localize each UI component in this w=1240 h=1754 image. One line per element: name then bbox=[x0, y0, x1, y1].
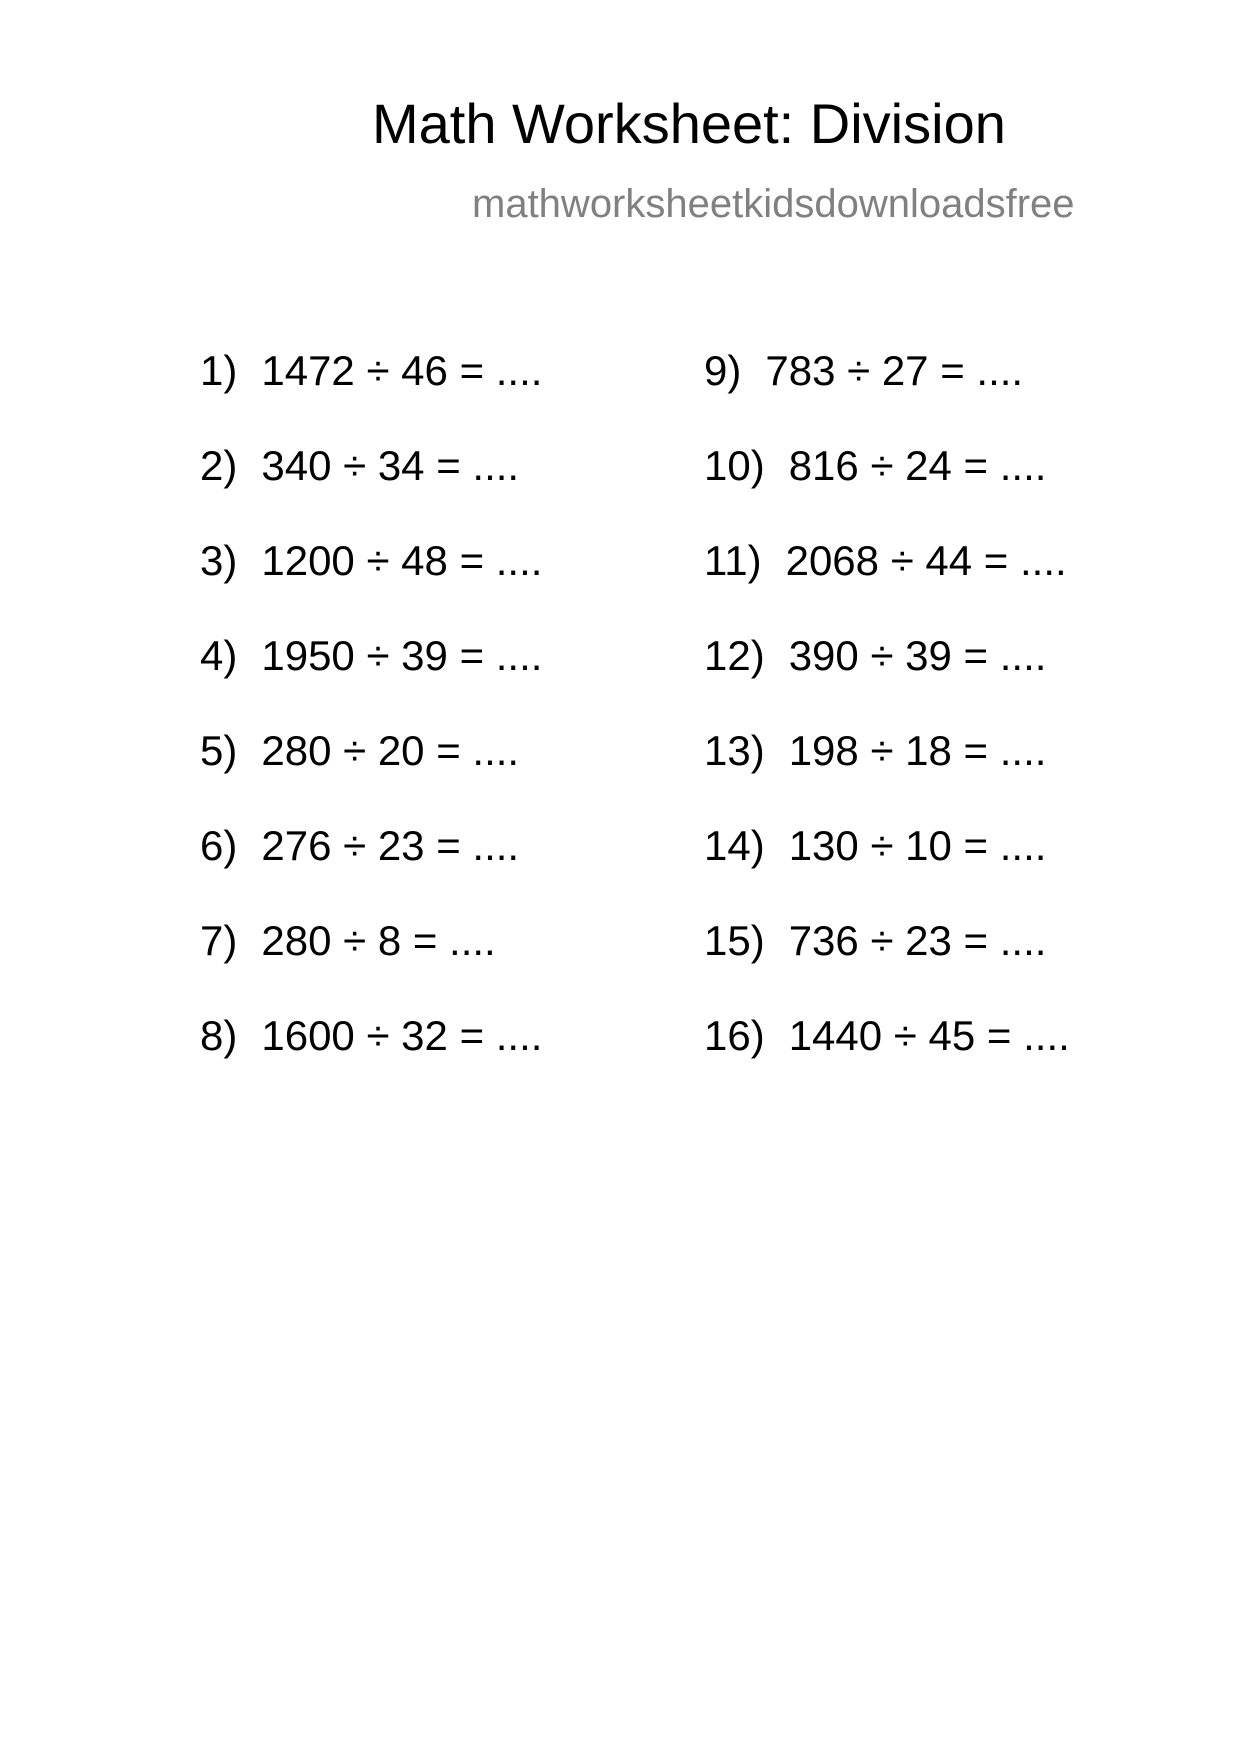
problem-item bbox=[704, 632, 1070, 730]
problem-item bbox=[200, 917, 542, 1015]
problem-item bbox=[704, 822, 1070, 920]
worksheet-title: Math Worksheet: Division bbox=[372, 92, 1006, 155]
problem-item bbox=[200, 727, 542, 825]
problem-number: 14) bbox=[704, 822, 765, 869]
problem-expression: 276 ÷ 23 = .... bbox=[261, 822, 520, 869]
problem-expression: 390 ÷ 39 = .... bbox=[788, 632, 1047, 679]
problem-expression: 783 ÷ 27 = .... bbox=[765, 347, 1024, 394]
problem-item bbox=[200, 442, 542, 540]
problem-item bbox=[200, 347, 543, 445]
problem-expression: 1600 ÷ 32 = .... bbox=[261, 1012, 543, 1059]
problem-expression: 198 ÷ 18 = .... bbox=[788, 727, 1047, 774]
problem-number: 1) bbox=[200, 347, 238, 394]
problem-number: 11) bbox=[704, 537, 762, 584]
problem-item bbox=[704, 1012, 1070, 1110]
problem-item bbox=[200, 632, 543, 730]
problem-number: 13) bbox=[704, 727, 765, 774]
worksheet-subtitle: mathworksheetkidsdownloadsfree bbox=[472, 182, 1075, 226]
problem-number: 9) bbox=[704, 347, 742, 394]
problems-left-column bbox=[200, 347, 543, 1110]
problem-item bbox=[200, 1012, 543, 1110]
problem-number: 7) bbox=[200, 917, 238, 964]
problem-item bbox=[200, 537, 543, 635]
problem-item bbox=[704, 347, 1070, 445]
problem-number: 4) bbox=[200, 632, 238, 679]
problem-expression: 340 ÷ 34 = .... bbox=[261, 442, 520, 489]
problem-item bbox=[704, 537, 1070, 635]
problems-right-column bbox=[704, 347, 1070, 1110]
problem-expression: 280 ÷ 20 = .... bbox=[261, 727, 520, 774]
problem-number: 10) bbox=[704, 442, 765, 489]
problem-number: 3) bbox=[200, 537, 238, 584]
problem-item bbox=[200, 822, 542, 920]
problem-expression: 1200 ÷ 48 = .... bbox=[261, 537, 543, 584]
problem-expression: 2068 ÷ 44 = .... bbox=[785, 537, 1067, 584]
problem-item bbox=[704, 727, 1070, 825]
problem-expression: 280 ÷ 8 = .... bbox=[261, 917, 496, 964]
problem-expression: 1472 ÷ 46 = .... bbox=[261, 347, 543, 394]
problem-number: 8) bbox=[200, 1012, 238, 1059]
problem-item bbox=[704, 442, 1070, 540]
problem-number: 15) bbox=[704, 917, 765, 964]
problem-number: 5) bbox=[200, 727, 238, 774]
problem-expression: 1440 ÷ 45 = .... bbox=[788, 1012, 1070, 1059]
problem-number: 2) bbox=[200, 442, 238, 489]
problem-expression: 1950 ÷ 39 = .... bbox=[261, 632, 543, 679]
problem-item bbox=[704, 917, 1070, 1015]
problem-expression: 130 ÷ 10 = .... bbox=[788, 822, 1047, 869]
problem-number: 16) bbox=[704, 1012, 765, 1059]
problem-expression: 816 ÷ 24 = .... bbox=[788, 442, 1047, 489]
problem-number: 12) bbox=[704, 632, 765, 679]
problem-number: 6) bbox=[200, 822, 238, 869]
problem-expression: 736 ÷ 23 = .... bbox=[788, 917, 1047, 964]
